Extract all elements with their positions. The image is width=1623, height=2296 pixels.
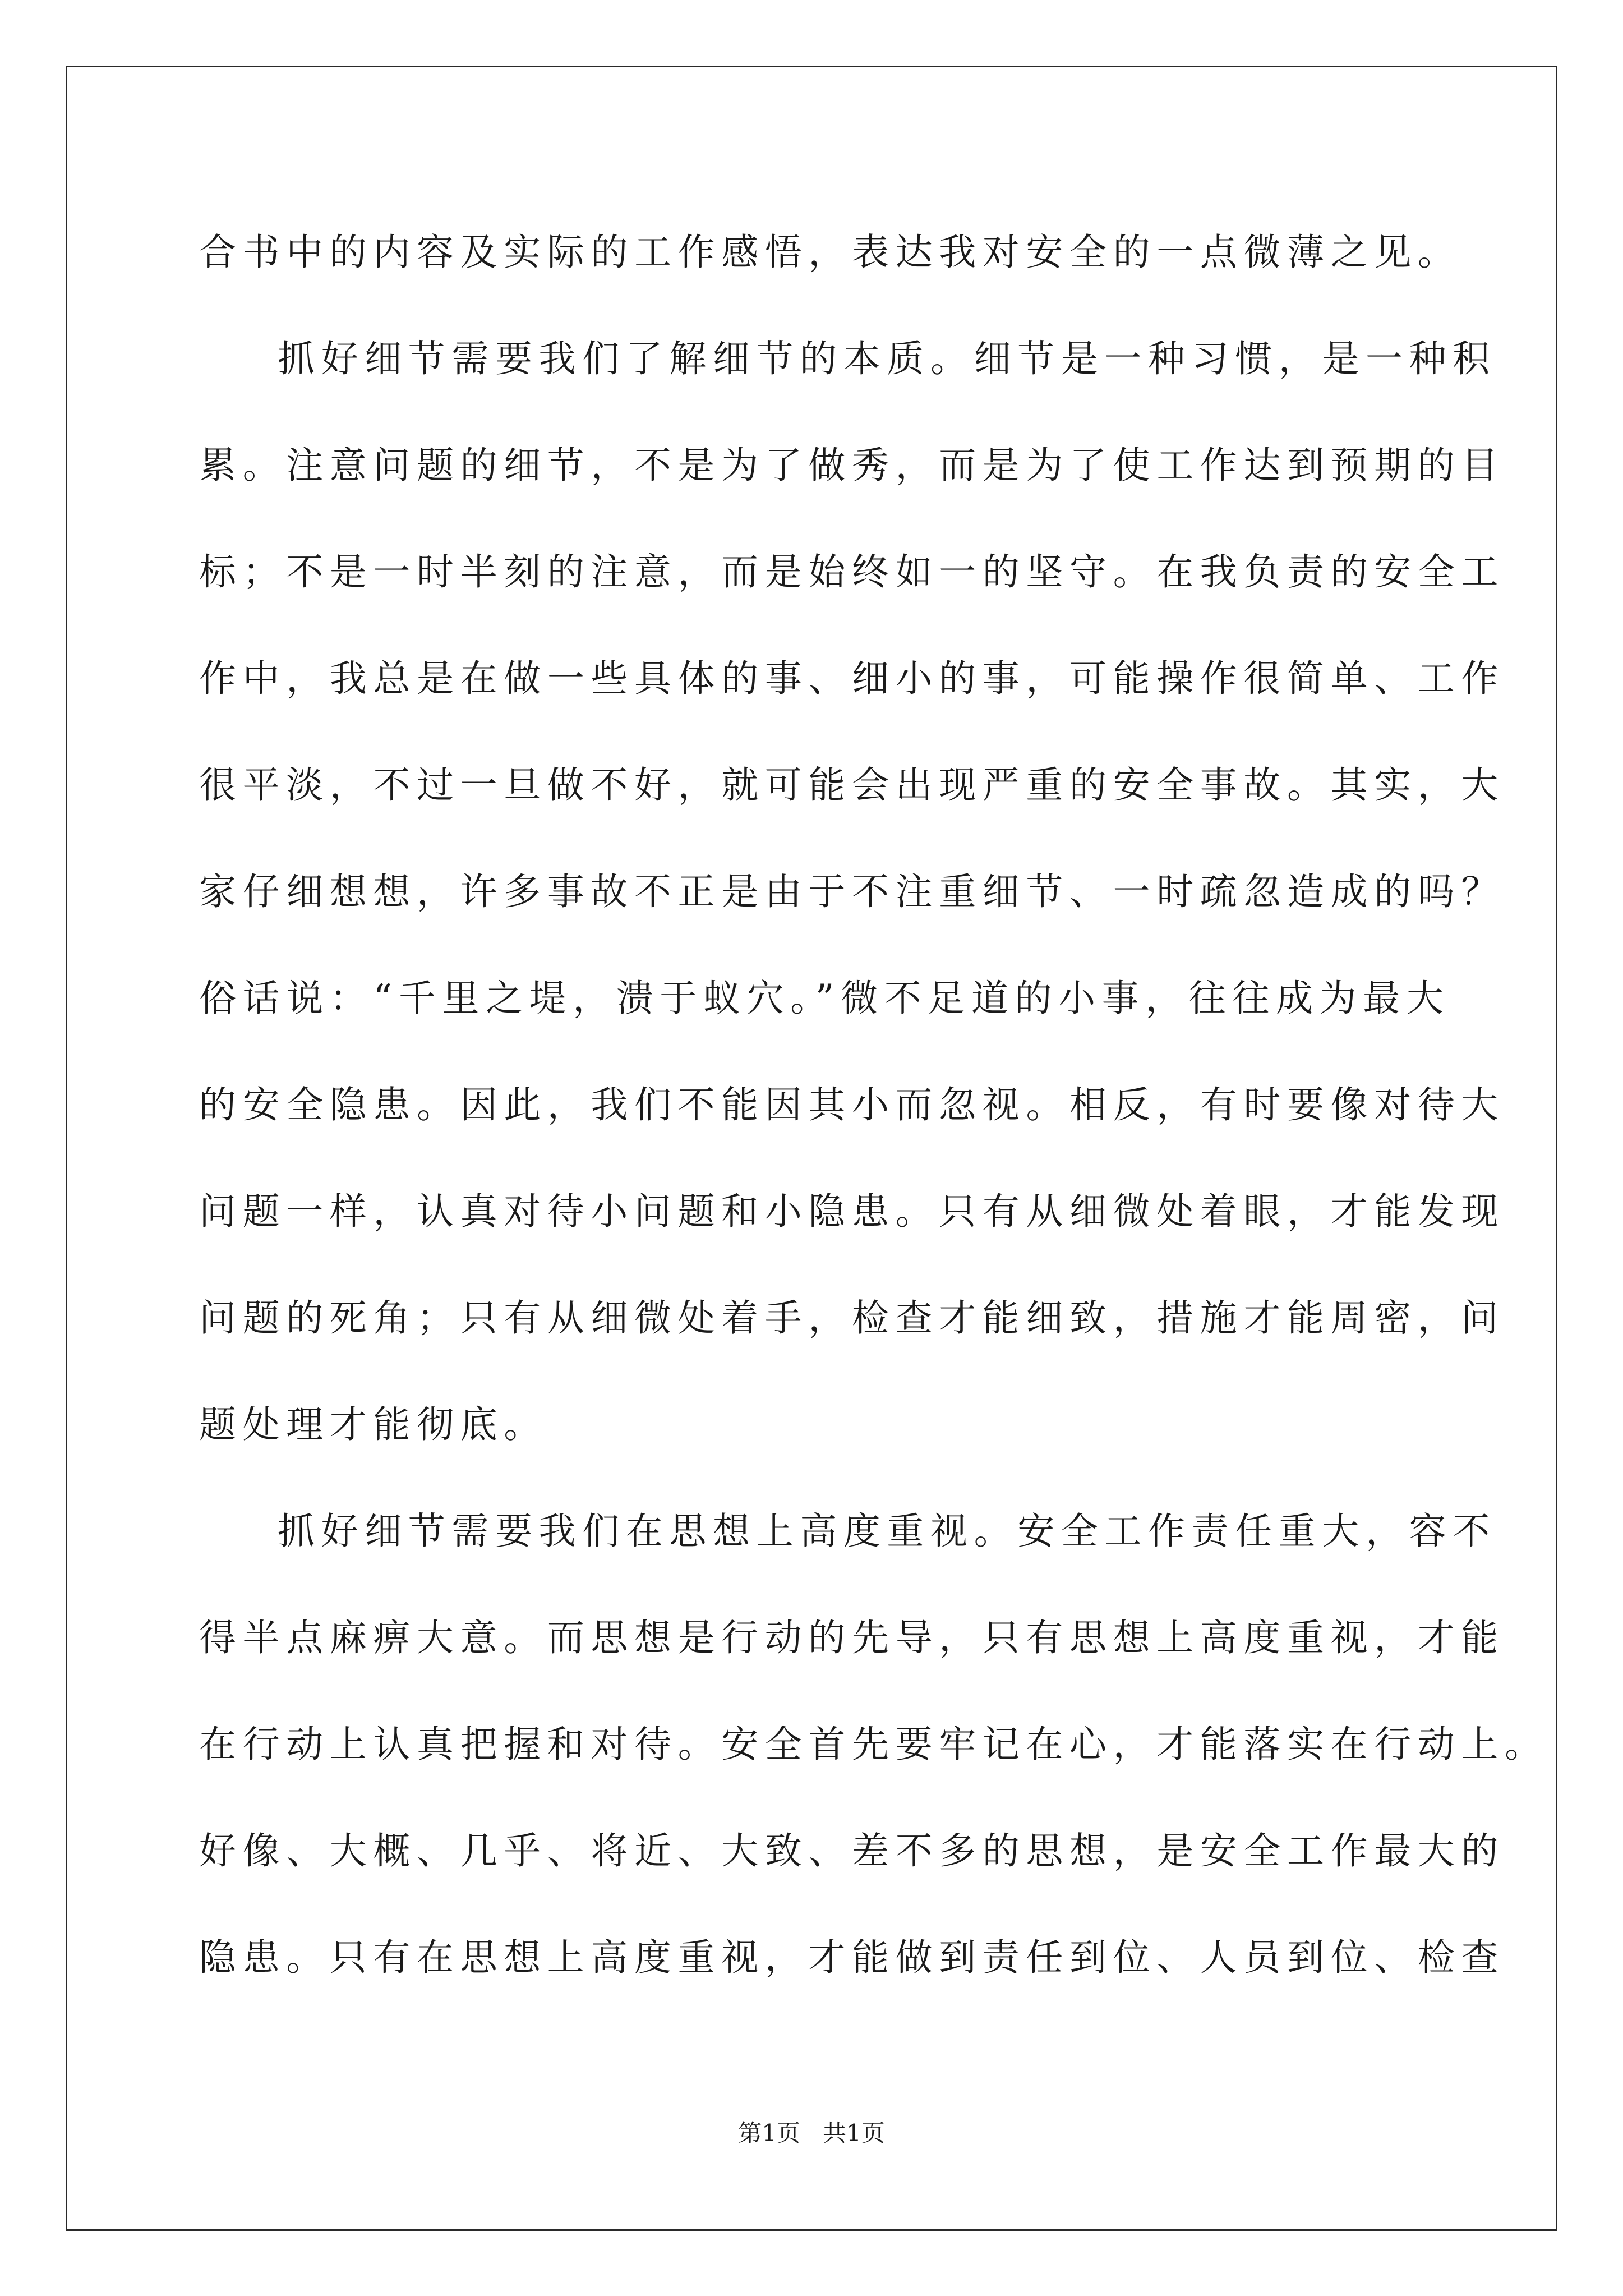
text-line: 很平淡，不过一旦做不好，就可能会出现严重的安全事故。其实，大 [199, 763, 1505, 807]
page-border [66, 66, 1557, 2231]
text-line: 作中，我总是在做一些具体的事、细小的事，可能操作很简单、工作 [199, 657, 1505, 700]
text-line: 问题一样，认真对待小问题和小隐患。只有从细微处着眼，才能发现 [199, 1190, 1505, 1233]
page-footer: 第1页 共1页 [738, 2119, 885, 2147]
text-line: 在行动上认真把握和对待。安全首先要牢记在心，才能落实在行动上。 [199, 1723, 1548, 1766]
text-line: 的安全隐患。因此，我们不能因其小而忽视。相反，有时要像对待大 [199, 1083, 1505, 1126]
text-line: 得半点麻痹大意。而思想是行动的先导，只有思想上高度重视，才能 [199, 1616, 1505, 1659]
text-line: 合书中的内容及实际的工作感悟，表达我对安全的一点微薄之见。 [199, 231, 1461, 274]
text-line: 好像、大概、几乎、将近、大致、差不多的思想，是安全工作最大的 [199, 1829, 1505, 1872]
text-line: 隐患。只有在思想上高度重视，才能做到责任到位、人员到位、检查 [199, 1936, 1505, 1979]
text-line: 题处理才能彻底。 [199, 1403, 547, 1446]
text-line: 俗话说：“千里之堤，溃于蚁穴。”微不足道的小事，往往成为最大 [199, 977, 1450, 1020]
text-line: 抓好细节需要我们在思想上高度重视。安全工作责任重大，容不 [278, 1510, 1496, 1553]
text-line: 家仔细想想，许多事故不正是由于不注重细节、一时疏忽造成的吗？ [199, 870, 1505, 913]
text-line: 累。注意问题的细节，不是为了做秀，而是为了使工作达到预期的目 [199, 444, 1505, 487]
text-line: 问题的死角；只有从细微处着手，检查才能细致，措施才能周密，问 [199, 1296, 1505, 1340]
text-line: 标；不是一时半刻的注意，而是始终如一的坚守。在我负责的安全工 [199, 550, 1505, 593]
text-line: 抓好细节需要我们了解细节的本质。细节是一种习惯，是一种积 [278, 337, 1496, 380]
